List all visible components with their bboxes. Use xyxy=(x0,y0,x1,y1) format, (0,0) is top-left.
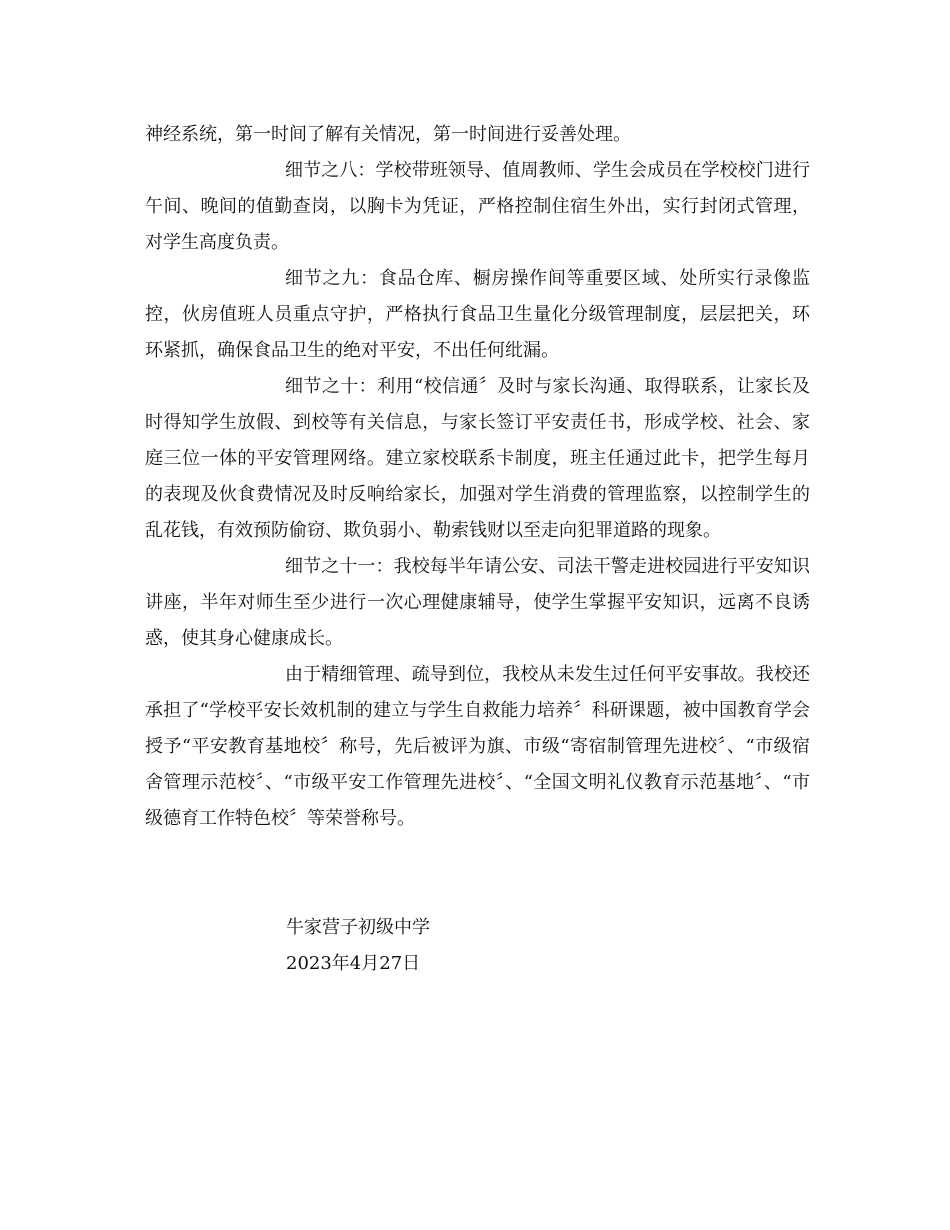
signature-block xyxy=(286,910,430,982)
paragraph-detail-10: 细节之十：利用“校信通〞及时与家长沟通、取得联系，让家长及时得知学生放假、到校等有关信息，与家长签订平安责任书，形成学校、社会、家庭三位一体的平安管理网络。建立家校联系卡制度，班主任通过此卡，把学生每月的表现及伙食费情况及时反响给家长，加强对学生消费的管理监察，以控制学生的乱花钱，有效预防偷窃、欺负弱小、勒索钱财以至走向犯罪道路的现象。 xyxy=(145,376,810,541)
paragraph-summary: 由于精细管理、疏导到位，我校从未发生过任何平安事故。我校还承担了“学校平安长效机制的建立与学生自救能力培养〞科研课题，被中国教育学会授予“平安教育基地校〞称号，先后被评为旗、市级“寄宿制管理先进校〞、“市级宿舍管理示范校〞、“市级平安工作管理先进校〞、“全国文明礼仪教育示范基地〞、“市级德育工作特色校〞等荣誉称号。 xyxy=(145,664,810,829)
signature-organization: 牛家营子初级中学 xyxy=(286,917,430,938)
paragraph-continuation: 神经系统，第一时间了解有关情况，第一时间进行妥善处理。 xyxy=(145,124,631,145)
document-body xyxy=(145,117,810,837)
paragraph-detail-9: 细节之九：食品仓库、橱房操作间等重要区域、处所实行录像监控，伙房值班人员重点守护，严格执行食品卫生量化分级管理制度，层层把关，环环紧抓，确保食品卫生的绝对平安，不出任何纰漏。 xyxy=(145,268,810,361)
signature-date: 2023年4月27日 xyxy=(286,953,421,974)
paragraph-detail-11: 细节之十一：我校每半年请公安、司法干警走进校园进行平安知识讲座，半年对师生至少进行一次心理健康辅导，使学生掌握平安知识，远离不良诱惑，使其身心健康成长。 xyxy=(145,556,810,649)
paragraph-detail-8: 细节之八：学校带班领导、值周教师、学生会成员在学校校门进行午间、晚间的值勤查岗，以胸卡为凭证，严格控制住宿生外出，实行封闭式管理，对学生高度负责。 xyxy=(145,160,810,253)
